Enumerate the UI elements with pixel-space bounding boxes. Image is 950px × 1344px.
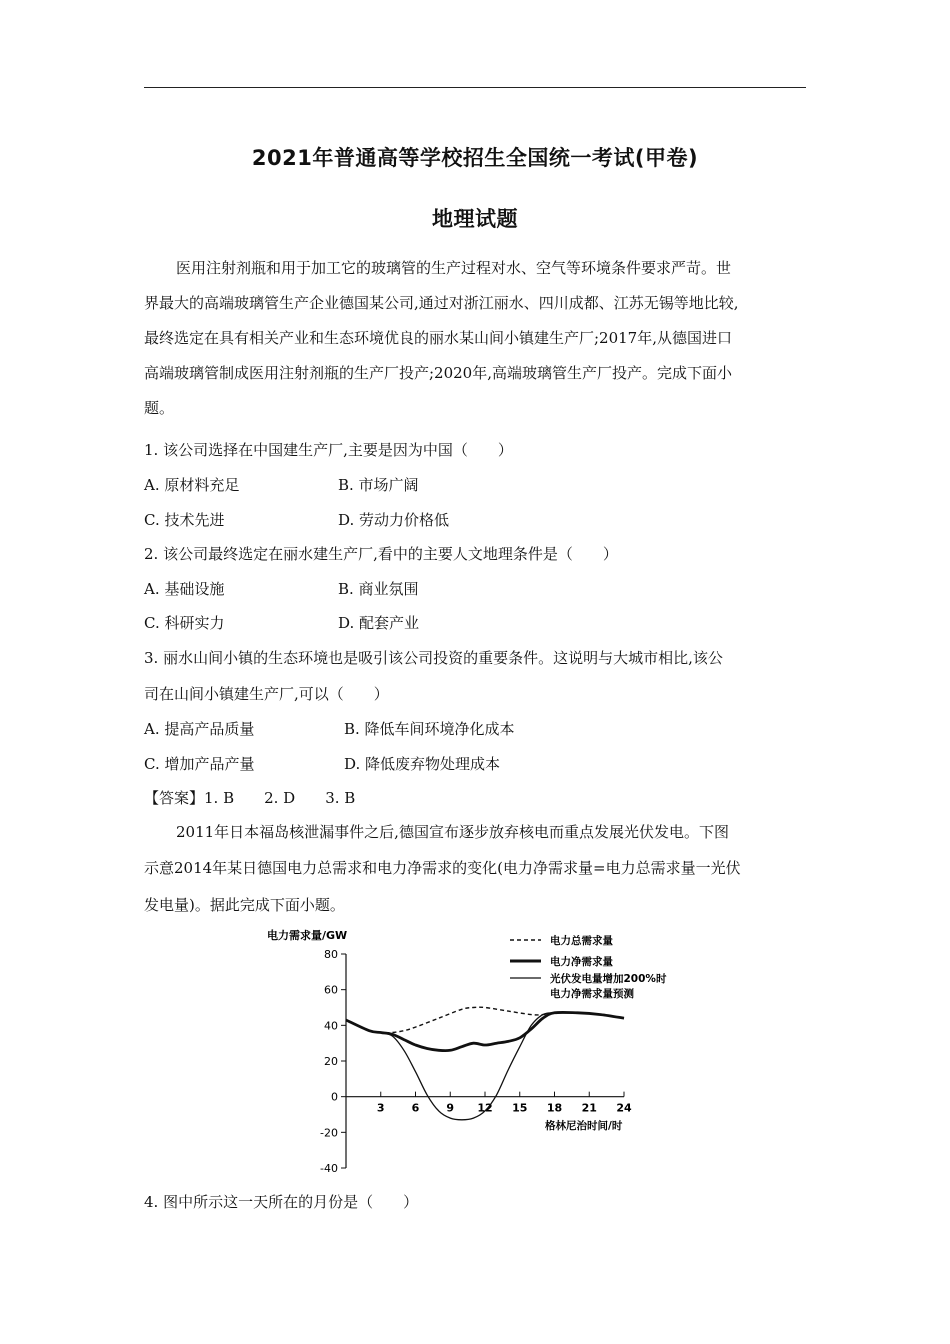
question-2-stem: 2. 该公司最终选定在丽水建生产厂,看中的主要人文地理条件是（ ） bbox=[144, 545, 618, 563]
answer-key: 【答案】1. B 2. D 3. B bbox=[144, 789, 356, 807]
passage1-line-4: 高端玻璃管制成医用注射剂瓶的生产厂投产;2020年,高端玻璃管生产厂投产。完成下面小 bbox=[144, 364, 732, 382]
question-2-option-a: A. 基础设施 bbox=[144, 580, 225, 598]
question-3-option-a: A. 提高产品质量 bbox=[144, 720, 255, 738]
chart-legend bbox=[510, 934, 667, 1000]
x-tick-label: 18 bbox=[546, 1101, 563, 1115]
question-1-option-d: D. 劳动力价格低 bbox=[338, 511, 450, 529]
passage1-line-5: 题。 bbox=[144, 399, 175, 417]
passage2-line-2: 示意2014年某日德国电力总需求和电力净需求的变化(电力净需求量=电力总需求量一光伏 bbox=[144, 859, 741, 877]
legend-label-forecast-line-2: 电力净需求量预测 bbox=[550, 988, 634, 1000]
question-1-stem: 1. 该公司选择在中国建生产厂,主要是因为中国（ ） bbox=[144, 441, 513, 459]
question-1-option-b: B. 市场广阔 bbox=[338, 476, 419, 494]
passage1-line-2: 界最大的高端玻璃管生产企业德国某公司,通过对浙江丽水、四川成都、江苏无锡等地比较, bbox=[144, 294, 739, 312]
passage1-line-3: 最终选定在具有相关产业和生态环境优良的丽水某山间小镇建生产厂;2017年,从德国进口 bbox=[144, 329, 732, 347]
question-4-stem: 4. 图中所示这一天所在的月份是（ ） bbox=[144, 1193, 419, 1211]
question-1-option-c: C. 技术先进 bbox=[144, 511, 225, 529]
legend-label-forecast-line-1: 光伏发电量增加200%时 bbox=[550, 973, 667, 985]
power-demand-chart bbox=[255, 925, 675, 1185]
series-net-demand bbox=[346, 1012, 624, 1050]
question-2-option-c: C. 科研实力 bbox=[144, 614, 225, 632]
x-tick-label: 12 bbox=[477, 1101, 493, 1115]
series-total-demand bbox=[346, 1007, 624, 1033]
x-tick-label: 3 bbox=[376, 1101, 385, 1115]
x-tick-label: 15 bbox=[512, 1101, 528, 1115]
x-axis-label: 格林尼治时间/时 bbox=[545, 1120, 623, 1132]
y-tick-label: -20 bbox=[320, 1126, 338, 1140]
question-3-option-d: D. 降低废弃物处理成本 bbox=[344, 755, 501, 773]
y-axis-label: 电力需求量/GW bbox=[267, 929, 348, 942]
passage2-line-3: 发电量)。据此完成下面小题。 bbox=[144, 896, 345, 914]
question-3-option-c: C. 增加产品产量 bbox=[144, 755, 255, 773]
x-tick-label: 24 bbox=[616, 1101, 632, 1115]
x-tick-label: 9 bbox=[446, 1101, 455, 1115]
y-tick-label: 60 bbox=[324, 983, 338, 997]
y-tick-label: 20 bbox=[324, 1055, 338, 1068]
y-tick-label: 40 bbox=[324, 1019, 338, 1033]
question-2-option-d: D. 配套产业 bbox=[338, 614, 420, 632]
question-3-option-b: B. 降低车间环境净化成本 bbox=[344, 720, 515, 738]
header-rule bbox=[144, 87, 806, 88]
y-tick-label: -40 bbox=[320, 1162, 338, 1175]
y-tick-label: 0 bbox=[331, 1090, 338, 1104]
question-2-option-b: B. 商业氛围 bbox=[338, 580, 419, 598]
legend-label-total: 电力总需求量 bbox=[550, 935, 613, 947]
question-1-option-a: A. 原材料充足 bbox=[144, 476, 240, 494]
question-3-stem-line-1: 3. 丽水山间小镇的生态环境也是吸引该公司投资的重要条件。这说明与大城市相比,该公 bbox=[144, 649, 723, 667]
passage2-line-1: 2011年日本福岛核泄漏事件之后,德国宣布逐步放弃核电而重点发展光伏发电。下图 bbox=[176, 823, 729, 841]
x-tick-label: 6 bbox=[411, 1101, 420, 1115]
x-tick-label: 21 bbox=[581, 1101, 597, 1115]
y-tick-label: 80 bbox=[324, 948, 338, 961]
legend-label-net: 电力净需求量 bbox=[550, 956, 613, 968]
question-3-stem-line-2: 司在山间小镇建生产厂,可以（ ） bbox=[144, 685, 389, 703]
subject-title: 地理试题 bbox=[432, 207, 518, 231]
passage1-line-1: 医用注射剂瓶和用于加工它的玻璃管的生产过程对水、空气等环境条件要求严苛。世 bbox=[176, 259, 732, 277]
exam-title: 2021年普通高等学校招生全国统一考试(甲卷) bbox=[251, 146, 699, 170]
